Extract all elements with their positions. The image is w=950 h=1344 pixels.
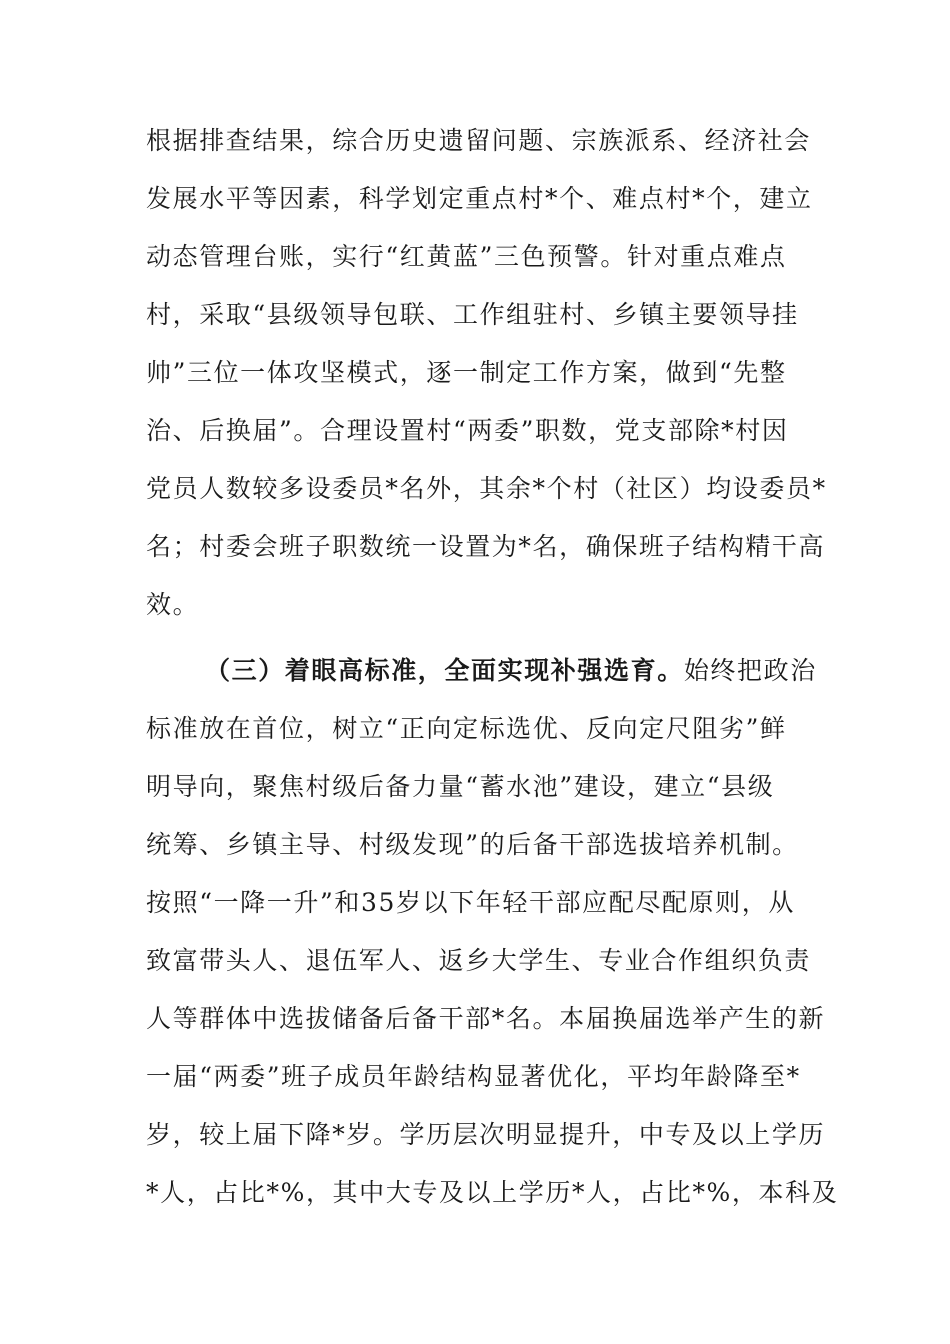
paragraph-1-line: 名；村委会班子职数统一设置为*名，确保班子结构精干高	[146, 532, 826, 561]
paragraph-2-line: 明导向，聚焦村级后备力量“蓄水池”建设，建立“县级	[146, 772, 775, 801]
paragraph-2-line: 岁，较上届下降*岁。学历层次明显提升，中专及以上学历	[146, 1120, 826, 1149]
paragraph-1-line: 帅”三位一体攻坚模式，逐一制定工作方案，做到“先整	[146, 358, 787, 387]
paragraph-2-line: 致富带头人、退伍军人、返乡大学生、专业合作组织负责	[146, 946, 812, 975]
section-first-line-text: 始终把政治	[683, 656, 817, 685]
paragraph-2-line: 标准放在首位，树立“正向定标选优、反向定尺阻劣”鲜	[146, 714, 787, 743]
paragraph-1-line: 村，采取“县级领导包联、工作组驻村、乡镇主要领导挂	[146, 300, 799, 329]
paragraph-2-line: 一届“两委”班子成员年龄结构显著优化，平均年龄降至*	[146, 1062, 801, 1091]
paragraph-2-line: 统筹、乡镇主导、村级发现”的后备干部选拔培养机制。	[146, 830, 799, 859]
paragraph-1-line: 治、后换届”。合理设置村“两委”职数，党支部除*村因	[146, 416, 789, 445]
paragraph-2-line: 按照“一降一升”和35岁以下年轻干部应配尽配原则，从	[146, 888, 795, 917]
paragraph-1-line: 动态管理台账，实行“红黄蓝”三色预警。针对重点难点	[146, 242, 787, 271]
paragraph-1-line: 根据排查结果，综合历史遗留问题、宗族派系、经济社会	[146, 126, 812, 155]
paragraph-2-first-line	[205, 654, 817, 688]
paragraph-2-line: *人，占比*%，其中大专及以上学历*人，占比*%，本科及	[146, 1178, 839, 1207]
section-heading: （三）着眼高标准，全面实现补强选育。	[205, 656, 684, 685]
paragraph-1-line: 效。	[146, 590, 200, 619]
paragraph-2-line: 人等群体中选拔储备后备干部*名。本届换届选举产生的新	[146, 1004, 826, 1033]
paragraph-1-line: 党员人数较多设委员*名外，其余*个村（社区）均设委员*	[146, 474, 827, 503]
paragraph-1-line: 发展水平等因素，科学划定重点村*个、难点村*个，建立	[146, 184, 813, 213]
